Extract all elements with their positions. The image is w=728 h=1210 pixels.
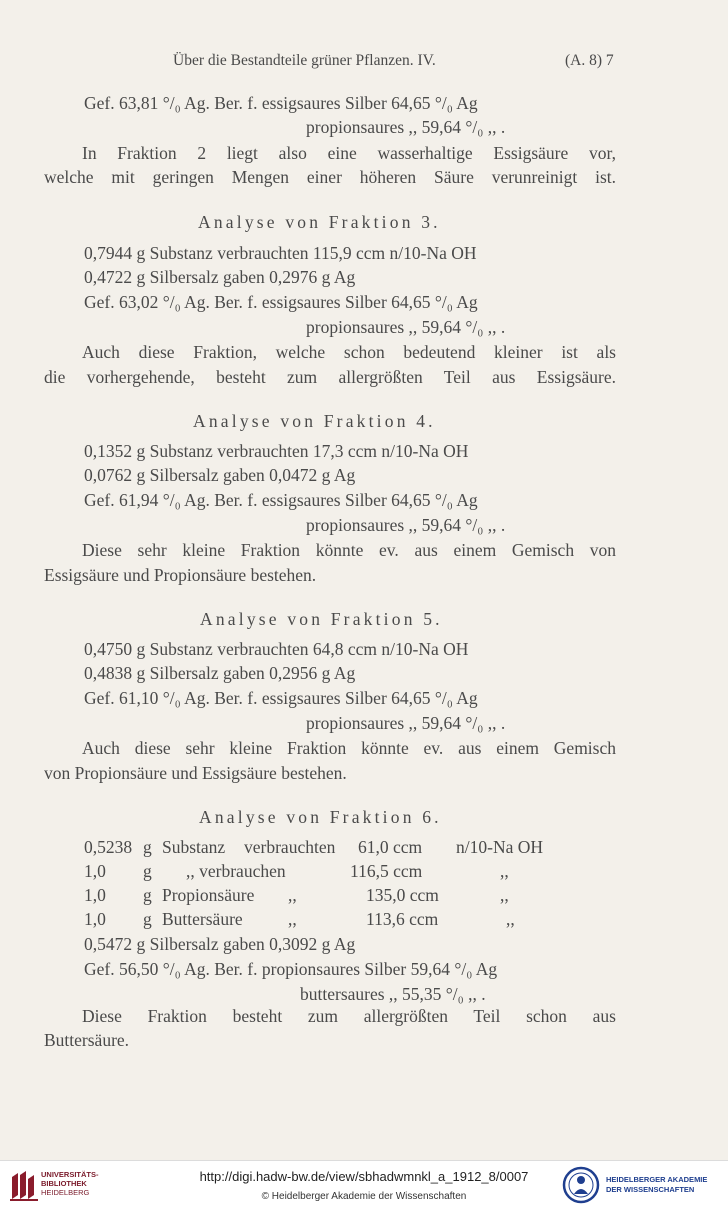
paragraph-line: Auch diese sehr kleine Fraktion könnte ev. aus einem Gemisch (82, 738, 616, 758)
table-cell-suffix: n/10-Na OH (456, 837, 543, 857)
table-cell-substance: Substanz (162, 837, 226, 857)
paragraph-line: Diese sehr kleine Fraktion könnte ev. aus einem Gemisch von (82, 540, 616, 560)
table-cell-volume: 116,5 ccm (350, 861, 423, 881)
analysis-line: 0,0762 g Silbersalz gaben 0,0472 g Ag (84, 465, 356, 485)
paragraph-line: Auch diese Fraktion, welche schon bedeutend kleiner ist als (82, 342, 616, 362)
analysis-line: 0,7944 g Substanz verbrauchten 115,9 ccm n/10-Na OH (84, 243, 477, 263)
digitization-footer (0, 1160, 728, 1210)
table-cell-volume: 135,0 ccm (366, 885, 439, 905)
section-heading: Analyse von Fraktion 3. (198, 212, 441, 232)
table-cell-amount: 1,0 (84, 885, 106, 905)
paragraph-line: von Propionsäure und Essigsäure bestehen. (44, 763, 347, 783)
table-cell-volume: 61,0 ccm (358, 837, 423, 857)
running-header-title: Über die Bestandteile grüner Pflanzen. IV. (173, 52, 436, 69)
analysis-line: 0,5472 g Silbersalz gaben 0,3092 g Ag (84, 934, 356, 954)
result-line: propionsaures ,, 59,64 °/₀ ,, . (306, 317, 506, 337)
analysis-line: 0,4722 g Silbersalz gaben 0,2976 g Ag (84, 267, 356, 287)
result-line: Gef. 63,81 °/₀ Ag. Ber. f. essigsaures Silber 64,65 °/₀ Ag (84, 93, 478, 113)
paragraph-line: welche mit geringen Mengen einer höheren Säure verunreinigt ist. (44, 167, 616, 187)
running-header-page-ref: (A. 8) 7 (565, 52, 614, 69)
table-cell-suffix: ,, (506, 909, 515, 929)
academy-name-line: DER WISSENSCHAFTEN (606, 1185, 695, 1194)
table-cell-suffix: ,, (500, 861, 509, 881)
result-line: buttersaures ,, 55,35 °/₀ ,, . (300, 984, 486, 1004)
academy-seal-icon (562, 1166, 600, 1204)
section-heading: Analyse von Fraktion 4. (193, 411, 436, 431)
paragraph-line: Essigsäure und Propionsäure bestehen. (44, 565, 317, 585)
table-cell-verb: ,, verbrauchen (186, 861, 286, 881)
table-cell-amount: 1,0 (84, 909, 106, 929)
library-name-line: BIBLIOTHEK (41, 1179, 87, 1188)
result-line: Gef. 56,50 °/₀ Ag. Ber. f. propionsaures Silber 59,64 °/₀ Ag (84, 959, 498, 979)
table-cell-verb: verbrauchten (244, 837, 336, 857)
table-cell-verb: ,, (288, 909, 297, 929)
result-line: propionsaures ,, 59,64 °/₀ ,, . (306, 515, 506, 535)
section-heading: Analyse von Fraktion 6. (199, 807, 442, 827)
paragraph-line: Buttersäure. (44, 1030, 130, 1050)
paragraph-line: In Fraktion 2 liegt also eine wasserhaltige Essigsäure vor, (82, 143, 616, 163)
table-cell-unit: g (143, 861, 152, 881)
paragraph-line: die vorhergehende, besteht zum allergrößten Teil aus Essigsäure. (44, 367, 616, 387)
table-cell-amount: 1,0 (84, 861, 106, 881)
result-line: Gef. 61,10 °/₀ Ag. Ber. f. essigsaures Silber 64,65 °/₀ Ag (84, 688, 478, 708)
result-line: propionsaures ,, 59,64 °/₀ ,, . (306, 713, 506, 733)
analysis-line: 0,4750 g Substanz verbrauchten 64,8 ccm n/10-Na OH (84, 639, 469, 659)
table-cell-unit: g (143, 909, 152, 929)
result-line: propionsaures ,, 59,64 °/₀ ,, . (306, 117, 506, 137)
table-cell-suffix: ,, (500, 885, 509, 905)
table-cell-verb: ,, (288, 885, 297, 905)
result-line: Gef. 61,94 °/₀ Ag. Ber. f. essigsaures Silber 64,65 °/₀ Ag (84, 490, 478, 510)
table-cell-amount: 0,5238 (84, 837, 133, 857)
table-cell-unit: g (143, 837, 152, 857)
table-cell-substance: Buttersäure (162, 909, 243, 929)
table-cell-substance: Propionsäure (162, 885, 255, 905)
result-line: Gef. 63,02 °/₀ Ag. Ber. f. essigsaures Silber 64,65 °/₀ Ag (84, 292, 478, 312)
library-name-line: HEIDELBERG (41, 1188, 90, 1197)
section-heading: Analyse von Fraktion 5. (200, 609, 443, 629)
copyright-notice: © Heidelberger Akademie der Wissenschaften (261, 1191, 467, 1202)
table-cell-volume: 113,6 ccm (366, 909, 439, 929)
analysis-line: 0,4838 g Silbersalz gaben 0,2956 g Ag (84, 663, 356, 683)
academy-name-line: HEIDELBERGER AKADEMIE (606, 1175, 708, 1184)
analysis-line: 0,1352 g Substanz verbrauchten 17,3 ccm n/10-Na OH (84, 441, 469, 461)
table-cell-unit: g (143, 885, 152, 905)
permalink-url[interactable]: http://digi.hadw-bw.de/view/sbhadwmnkl_a_1912_8/0007 (199, 1169, 529, 1184)
academy-name (606, 1175, 707, 1195)
paragraph-line: Diese Fraktion besteht zum allergrößten Teil schon aus (82, 1006, 616, 1026)
library-name-line: UNIVERSITÄTS- (41, 1170, 99, 1179)
